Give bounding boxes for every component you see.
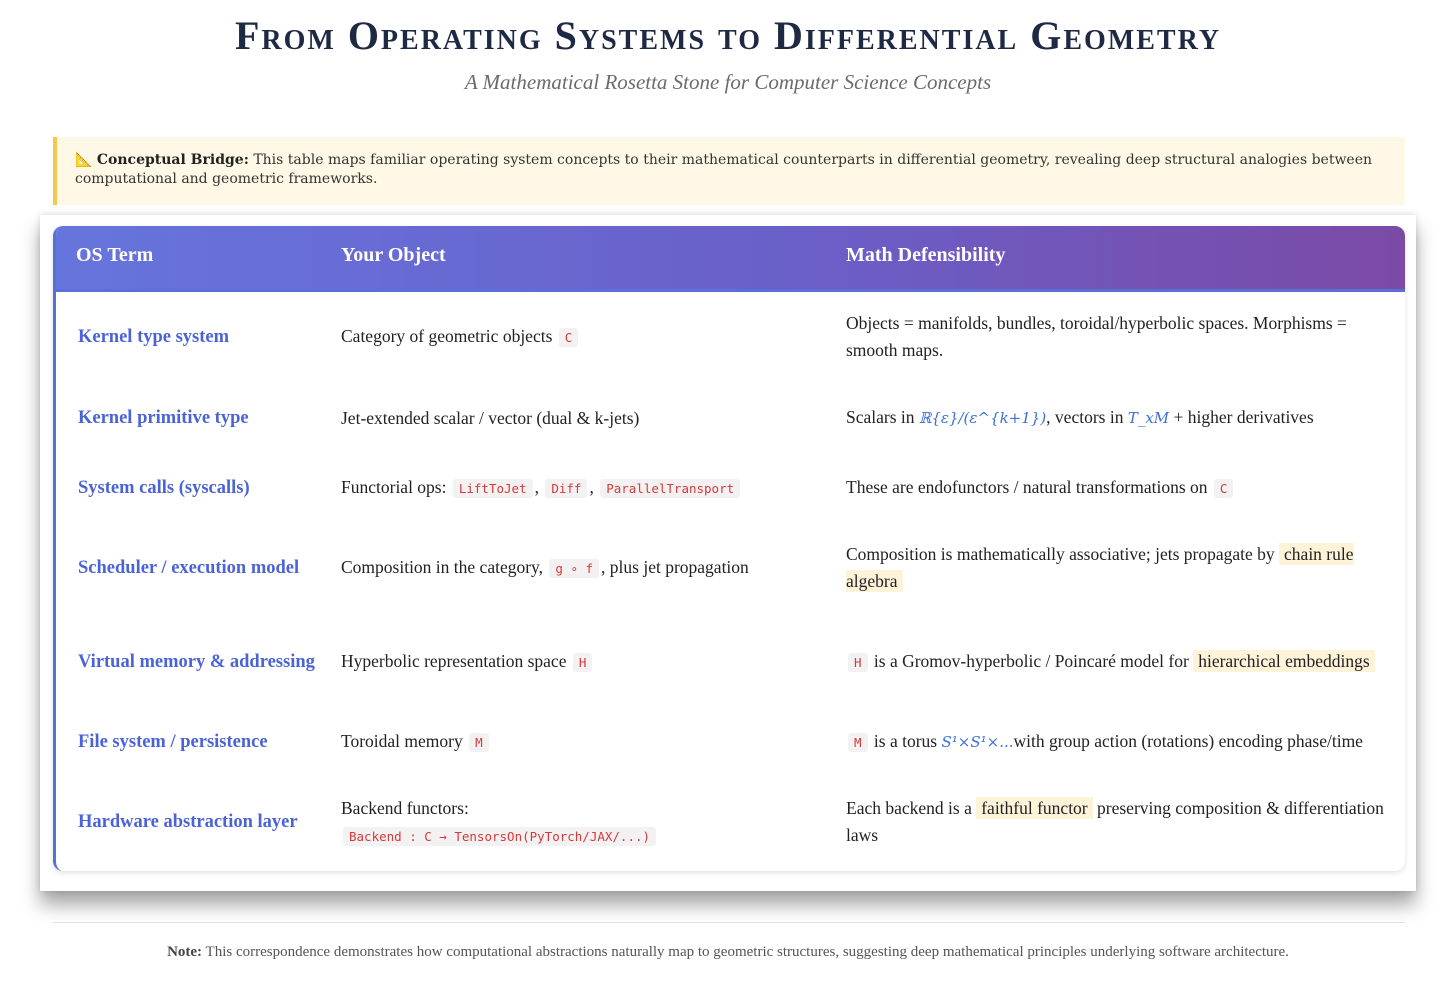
os-term: System calls (syscalls) — [78, 477, 250, 498]
header-math-defensibility: Math Defensibility — [846, 244, 1006, 266]
code-snippet: Diff — [545, 479, 587, 498]
your-object: Toroidal memory M — [341, 728, 831, 756]
code-snippet: Backend : C → TensorsOn(PyTorch/JAX/...) — [343, 827, 656, 846]
code-snippet: LiftToJet — [453, 479, 533, 498]
code-snippet: C — [559, 328, 579, 347]
table-row — [56, 388, 1405, 448]
page-subtitle: A Mathematical Rosetta Stone for Computer Science Concepts — [464, 70, 992, 94]
footer-note — [0, 944, 1456, 961]
code-snippet: g ∘ f — [549, 559, 599, 578]
table-row — [56, 306, 1405, 368]
math-defensibility: Scalars in ℝ{ε}/(ε^{k+1}), vectors in T_xM + higher derivatives — [846, 407, 1314, 427]
header-os-term: OS Term — [76, 244, 154, 266]
your-object: Composition in the category, g ∘ f , plus jet propagation — [341, 557, 749, 577]
math-defensibility: M is a torus S¹×S¹×...with group action (rotations) encoding phase/time — [846, 728, 1396, 756]
math-expression: T_xM — [1127, 409, 1170, 427]
os-term: Hardware abstraction layer — [78, 811, 298, 832]
your-object: Jet-extended scalar / vector (dual & k-jets) — [341, 407, 640, 428]
table-row — [56, 528, 1405, 608]
math-defensibility: Each backend is a faithful functor preserving composition & differentiation laws — [846, 798, 1384, 845]
footer-divider — [53, 922, 1405, 923]
bridge-text: This table maps familiar operating system concepts to their mathematical counterparts in differential geometry, revealing deep structural analogies between computational and geometric frameworks. — [75, 152, 1373, 187]
highlighted-term: hierarchical embeddings — [1193, 650, 1375, 672]
code-snippet: C — [1214, 479, 1234, 498]
highlighted-term: chain rule algebra — [846, 544, 1354, 591]
note-text: This correspondence demonstrates how computational abstractions naturally map to geometric structures, suggesting deep mathematical principles underlying software architecture. — [205, 944, 1289, 960]
code-snippet: H — [573, 653, 593, 672]
os-term: Scheduler / execution model — [78, 557, 300, 578]
table-header — [56, 226, 1405, 292]
your-object: Category of geometric objects C — [341, 323, 831, 351]
math-defensibility: These are endofunctors / natural transformations on C — [846, 474, 1396, 502]
page-title: From Operating Systems to Differential Geometry — [234, 13, 1222, 58]
conceptual-bridge-callout — [53, 137, 1405, 205]
code-snippet: H — [848, 653, 868, 672]
note-label: Note: — [167, 944, 203, 960]
table-row — [56, 712, 1405, 772]
your-object: Hyperbolic representation space H — [341, 648, 831, 676]
math-defensibility: H is a Gromov-hyperbolic / Poincaré model for hierarchical embeddings — [846, 648, 1396, 676]
your-object: Backend functors: Backend : C → TensorsOn(PyTorch/JAX/...) — [341, 795, 831, 850]
os-term: Kernel type system — [78, 326, 230, 347]
header-your-object: Your Object — [341, 244, 446, 266]
highlighted-term: faithful functor — [976, 797, 1092, 819]
table-row — [56, 458, 1405, 518]
code-snippet: M — [469, 733, 489, 752]
mapping-table — [53, 226, 1405, 871]
os-term: Kernel primitive type — [78, 407, 249, 428]
your-object: Functorial ops: LiftToJet , Diff , ParallelTransport — [341, 474, 831, 502]
os-term: File system / persistence — [78, 731, 268, 752]
table-row — [56, 622, 1405, 702]
code-snippet: M — [848, 733, 868, 752]
code-snippet: ParallelTransport — [600, 479, 740, 498]
math-expression: ℝ{ε}/(ε^{k+1}) — [918, 409, 1047, 427]
table-row — [56, 782, 1405, 862]
math-expression: S¹×S¹×... — [941, 733, 1014, 751]
math-defensibility: Composition is mathematically associative; jets propagate by chain rule algebra — [846, 544, 1354, 591]
os-term: Virtual memory & addressing — [78, 651, 315, 672]
math-defensibility: Objects = manifolds, bundles, toroidal/hyperbolic spaces. Morphisms = smooth maps. — [846, 313, 1347, 360]
bridge-label: Conceptual Bridge: — [96, 152, 249, 168]
triangular-ruler-icon: 📐 — [75, 152, 93, 168]
